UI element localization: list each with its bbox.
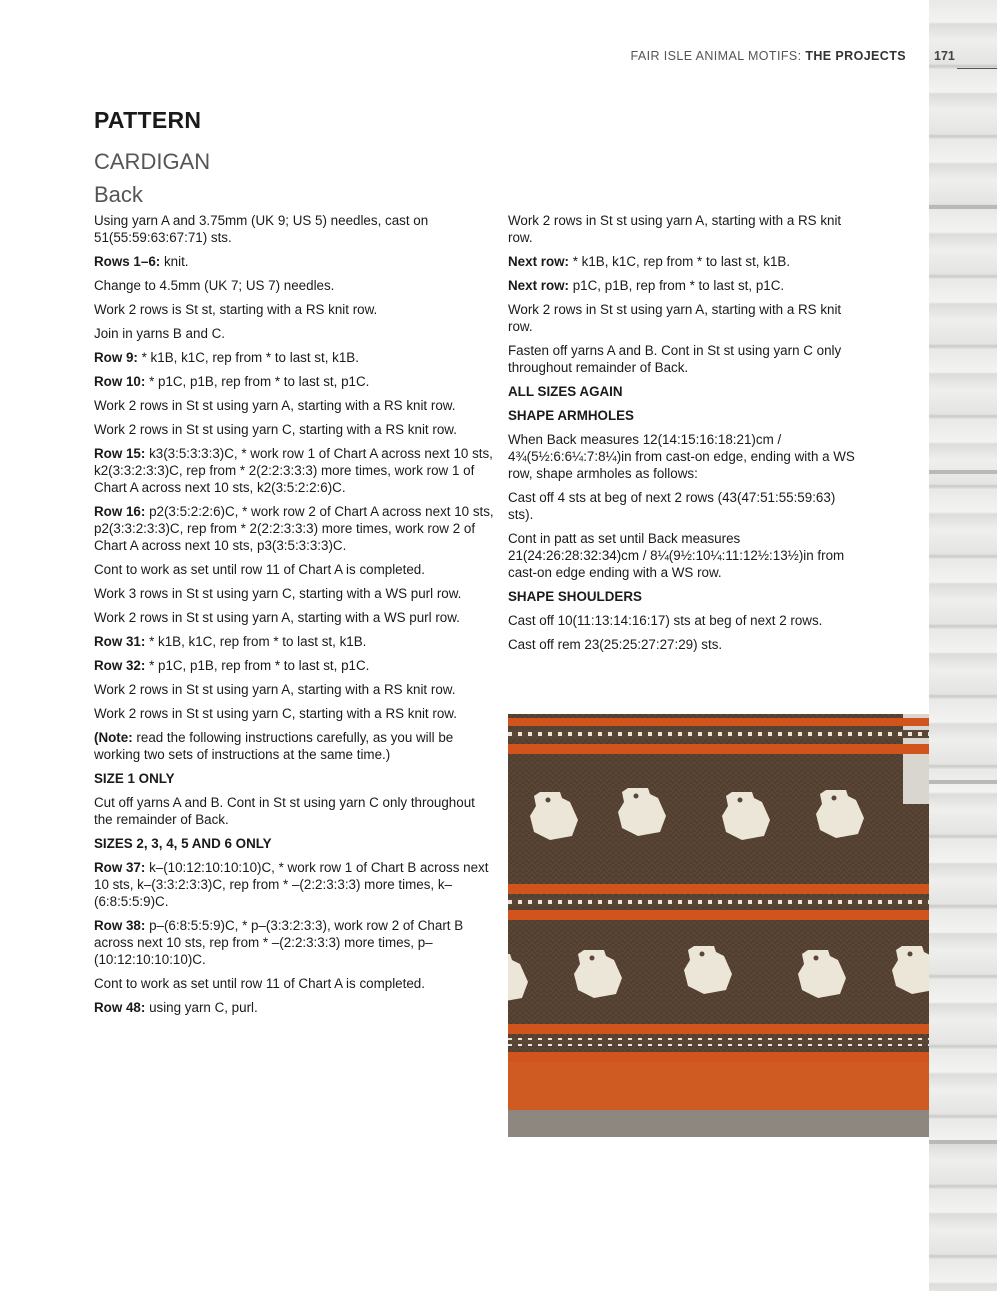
instruction-paragraph	[94, 859, 494, 910]
instruction-paragraph	[94, 421, 494, 438]
row-label: Row 16:	[94, 504, 146, 519]
instruction-text: Cut off yarns A and B. Cont in St st using yarn C only throughout the remainder of Back.	[94, 795, 475, 827]
instruction-text: p1C, p1B, rep from * to last st, p1C.	[569, 278, 785, 293]
section-heading: PATTERN	[94, 107, 202, 133]
instruction-text: Work 2 rows in St st using yarn A, starting with a RS knit row.	[94, 398, 456, 413]
instruction-text: Fasten off yarns A and B. Cont in St st using yarn C only throughout remainder of Back.	[508, 343, 842, 375]
row-label: Row 48:	[94, 1000, 146, 1015]
instruction-text: k–(10:12:10:10:10)C, * work row 1 of Chart B across next 10 sts, k–(3:3:2:3:3)C, rep from * –(2:2:3:3:3) more times, k–(6:8:5:5:9)C.	[94, 860, 489, 909]
instruction-text: Change to 4.5mm (UK 7; US 7) needles.	[94, 278, 335, 293]
instruction-paragraph	[94, 212, 494, 246]
running-header	[630, 49, 906, 63]
instruction-paragraph	[94, 975, 494, 992]
instruction-text: Work 2 rows is St st, starting with a RS knit row.	[94, 302, 378, 317]
instruction-paragraph	[94, 301, 494, 318]
wood-background	[929, 0, 997, 1291]
instruction-paragraph	[94, 561, 494, 578]
row-label: Row 32:	[94, 658, 146, 673]
instruction-text: Work 2 rows in St st using yarn A, starting with a RS knit row.	[94, 682, 456, 697]
instruction-paragraph	[508, 636, 858, 653]
instruction-paragraph	[94, 705, 494, 722]
instruction-text: Work 2 rows in St st using yarn C, starting with a RS knit row.	[94, 706, 457, 721]
instruction-paragraph	[508, 277, 858, 294]
garment-heading: CARDIGAN	[94, 149, 211, 174]
row-label: Row 38:	[94, 918, 146, 933]
instruction-paragraph	[94, 657, 494, 674]
instruction-paragraph	[508, 489, 858, 523]
instruction-text: Work 2 rows in St st using yarn A, starting with a WS purl row.	[94, 610, 460, 625]
instruction-text: Cast off rem 23(25:25:27:27:29) sts.	[508, 637, 723, 652]
instruction-text: When Back measures 12(14:15:16:18:21)cm / 4¾(5½:6:6¼:7:8¼)in from cast-on edge, ending with a WS row, shape armholes as follows:	[508, 432, 855, 481]
instruction-paragraph	[94, 585, 494, 602]
instruction-text: * k1B, k1C, rep from * to last st, k1B.	[145, 634, 367, 649]
instruction-paragraph	[94, 917, 494, 968]
instruction-text: p2(3:5:2:2:6)C, * work row 2 of Chart A across next 10 sts, p2(3:3:2:3:3)C, rep from * 2(2:2:3:3:3) more times, work row 2 of Chart A across next 10 sts, p3(3:5:3:3:3)C.	[94, 504, 494, 553]
instruction-paragraph	[94, 373, 494, 390]
instruction-text: Work 2 rows in St st using yarn A, starting with a RS knit row.	[508, 213, 842, 245]
instruction-paragraph	[94, 445, 494, 496]
row-label: Row 37:	[94, 860, 146, 875]
running-title: FAIR ISLE ANIMAL MOTIFS:	[630, 49, 806, 63]
instruction-text: k3(3:5:3:3:3)C, * work row 1 of Chart A across next 10 sts, k2(3:3:2:3:3)C, rep from * 2(2:2:3:3:3) more times, work row 1 of Chart A across next 10 sts, k2(3:5:2:2:6)C.	[94, 446, 493, 495]
instruction-paragraph	[508, 212, 858, 246]
row-label: Row 31:	[94, 634, 146, 649]
subheading: SIZE 1 ONLY	[94, 771, 175, 786]
instruction-paragraph	[94, 729, 494, 763]
instruction-text: Using yarn A and 3.75mm (UK 9; US 5) needles, cast on 51(55:59:63:67:71) sts.	[94, 213, 429, 245]
instruction-paragraph	[94, 633, 494, 650]
instruction-text: * k1B, k1C, rep from * to last st, k1B.	[569, 254, 791, 269]
instruction-text: Cont in patt as set until Back measures 21(24:26:28:32:34)cm / 8¼(9½:10¼:11:12½:13½)in from cast-on edge ending with a WS row.	[508, 531, 845, 580]
instruction-paragraph	[508, 431, 858, 482]
instruction-paragraph	[94, 609, 494, 626]
row-label: Next row:	[508, 278, 570, 293]
instruction-text: knit.	[160, 254, 189, 269]
instruction-text: using yarn C, purl.	[145, 1000, 258, 1015]
row-label: Row 9:	[94, 350, 138, 365]
instruction-text: Work 2 rows in St st using yarn A, starting with a RS knit row.	[508, 302, 842, 334]
knitted-swatch-photo	[508, 714, 929, 1137]
instruction-text: read the following instructions carefully, as you will be working two sets of instructions at the same time.)	[94, 730, 454, 762]
row-label: Row 15:	[94, 446, 146, 461]
subheading: SHAPE ARMHOLES	[508, 408, 634, 423]
instruction-text: Cast off 4 sts at beg of next 2 rows (43(47:51:55:59:63) sts).	[508, 490, 836, 522]
instruction-paragraph	[508, 253, 858, 270]
header-rule	[957, 68, 997, 69]
instruction-paragraph	[508, 301, 858, 335]
instruction-text: Work 3 rows in St st using yarn C, starting with a WS purl row.	[94, 586, 462, 601]
page-number: 171	[934, 49, 955, 63]
subheading: SHAPE SHOULDERS	[508, 589, 642, 604]
instruction-paragraph	[94, 503, 494, 554]
instruction-paragraph	[94, 349, 494, 366]
instruction-text: * p1C, p1B, rep from * to last st, p1C.	[145, 374, 370, 389]
instruction-paragraph	[508, 530, 858, 581]
instruction-text: * k1B, k1C, rep from * to last st, k1B.	[137, 350, 359, 365]
instruction-paragraph	[94, 277, 494, 294]
column-left	[94, 212, 494, 1023]
instruction-text: Cont to work as set until row 11 of Chart A is completed.	[94, 976, 425, 991]
instruction-text: p–(6:8:5:5:9)C, * p–(3:3:2:3:3), work row 2 of Chart B across next 10 sts, rep from * –(2:2:3:3:3) more times, p–(10:12:10:10:10)C.	[94, 918, 464, 967]
instruction-paragraph	[94, 999, 494, 1016]
instruction-paragraph	[94, 325, 494, 342]
instruction-text: Cast off 10(11:13:14:16:17) sts at beg of next 2 rows.	[508, 613, 823, 628]
row-label: Rows 1–6:	[94, 254, 161, 269]
running-title-bold: THE PROJECTS	[805, 49, 906, 63]
instruction-text: Work 2 rows in St st using yarn C, starting with a RS knit row.	[94, 422, 457, 437]
subheading: ALL SIZES AGAIN	[508, 384, 623, 399]
instruction-paragraph	[508, 612, 858, 629]
instruction-text: * p1C, p1B, rep from * to last st, p1C.	[145, 658, 370, 673]
row-label: Next row:	[508, 254, 570, 269]
instruction-paragraph	[94, 794, 494, 828]
instruction-paragraph	[508, 342, 858, 376]
instruction-text: Join in yarns B and C.	[94, 326, 225, 341]
subheading: SIZES 2, 3, 4, 5 AND 6 ONLY	[94, 836, 272, 851]
instruction-paragraph	[94, 681, 494, 698]
instruction-paragraph	[94, 253, 494, 270]
piece-heading: Back	[94, 182, 143, 207]
row-label: Row 10:	[94, 374, 146, 389]
instruction-paragraph	[94, 397, 494, 414]
column-right	[508, 212, 858, 660]
instruction-text: Cont to work as set until row 11 of Chart A is completed.	[94, 562, 425, 577]
row-label: (Note:	[94, 730, 133, 745]
